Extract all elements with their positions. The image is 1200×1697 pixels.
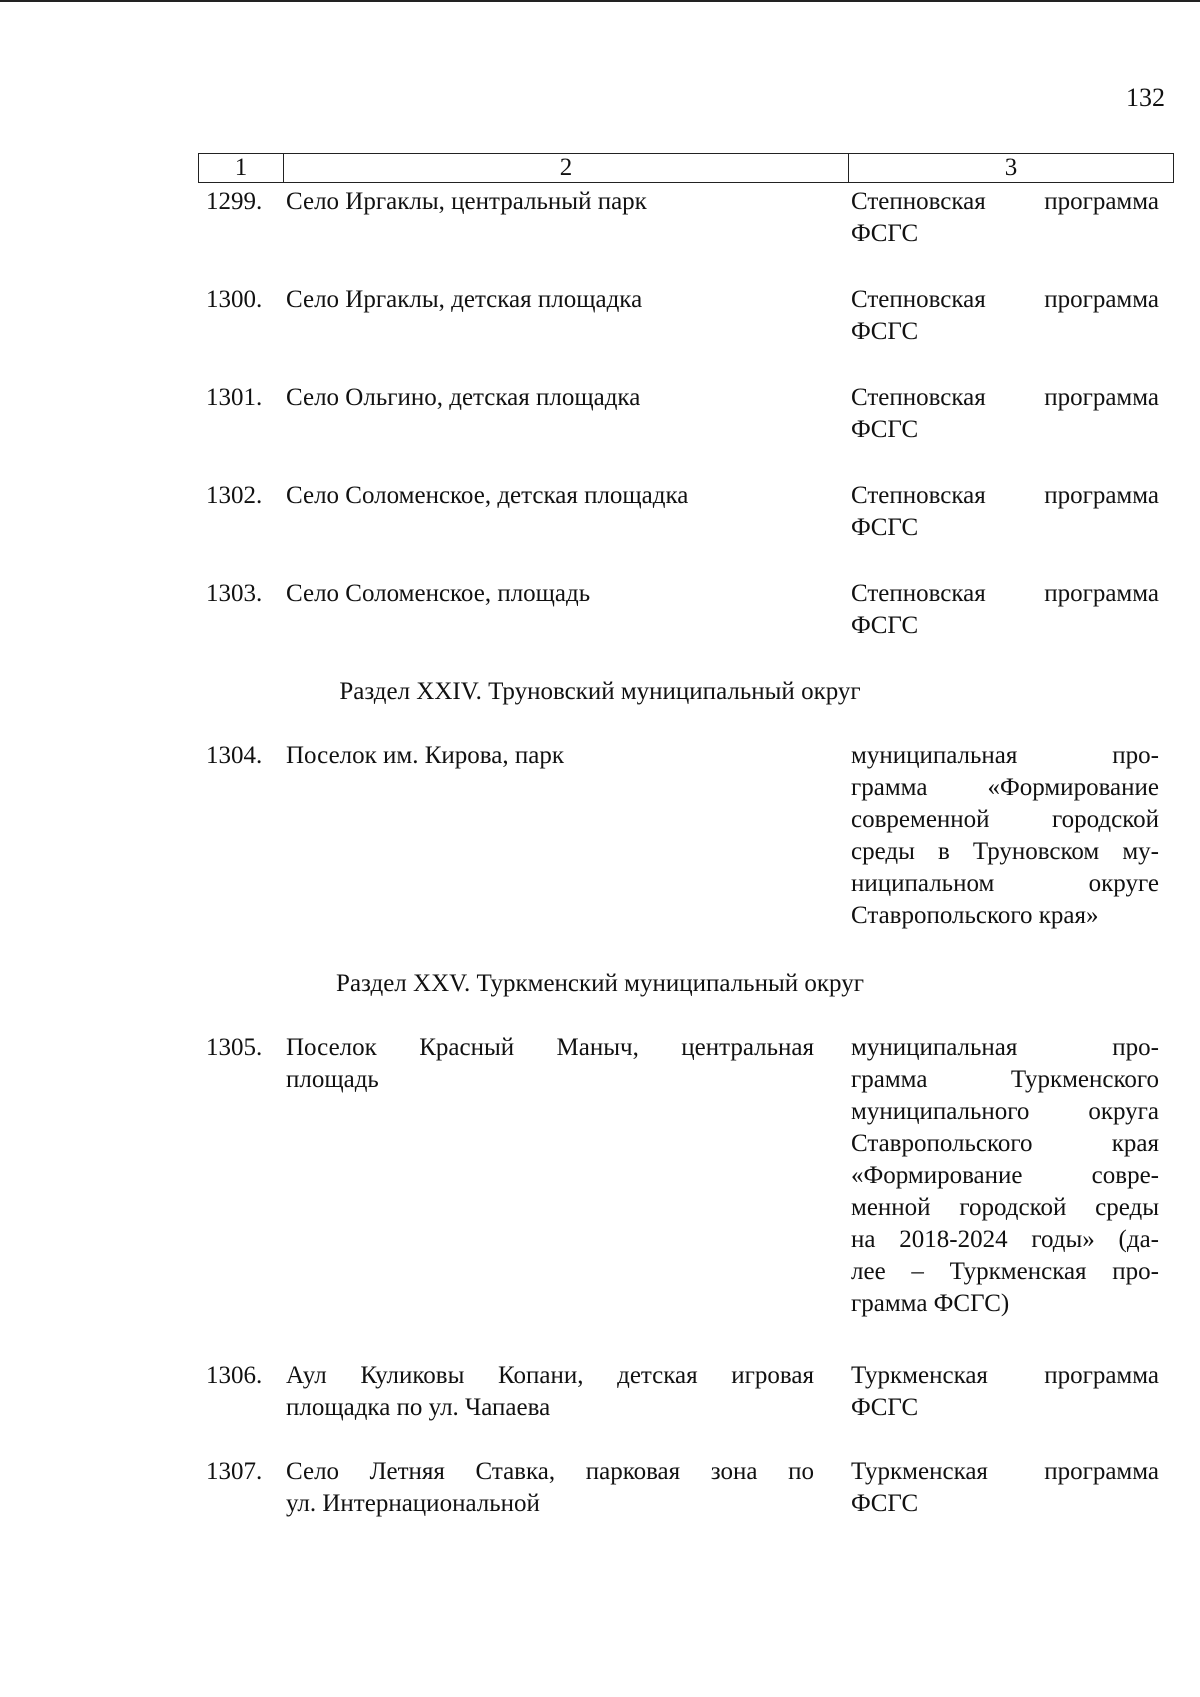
location-name	[286, 1032, 826, 1320]
program-name	[851, 578, 1159, 642]
program-name-line: ФСГС	[851, 1490, 919, 1517]
program-name-line: ФСГС	[851, 220, 919, 247]
program-name	[851, 480, 1159, 544]
row-number: 1305.	[206, 1034, 263, 1061]
program-name-line: Туркменская программа	[851, 1458, 1159, 1485]
row-number: 1303.	[206, 580, 263, 607]
table-header-row	[198, 153, 1174, 183]
program-name	[851, 382, 1159, 446]
program-name-line: ФСГС	[851, 318, 919, 345]
program-name-line: Ставропольского края	[851, 1130, 1159, 1157]
location-name	[286, 578, 826, 642]
program-name-line: ФСГС	[851, 1394, 919, 1421]
table-row	[206, 284, 1168, 348]
location-name-line: Село Иргаклы, центральный парк	[286, 188, 647, 215]
program-name	[851, 186, 1159, 250]
program-name-line: на 2018-2024 годы» (да-	[851, 1226, 1159, 1253]
location-name	[286, 1456, 826, 1520]
table-row	[206, 480, 1168, 544]
program-name	[851, 1360, 1159, 1424]
location-name	[286, 480, 826, 544]
location-name	[286, 740, 826, 932]
program-name-line: Ставропольского края»	[851, 902, 1099, 929]
location-name	[286, 284, 826, 348]
location-name	[286, 382, 826, 446]
section-heading-xxv: Раздел XXV. Туркменский муниципальный округ	[336, 970, 864, 997]
location-name-line: ул. Интернациональной	[286, 1490, 540, 1517]
table-row	[206, 740, 1168, 932]
location-name-line: Село Иргаклы, детская площадка	[286, 286, 643, 313]
program-name-line: ФСГС	[851, 514, 919, 541]
table-row	[206, 186, 1168, 250]
row-number: 1304.	[206, 742, 263, 769]
location-name-line: Село Летняя Ставка, парковая зона по	[286, 1458, 814, 1485]
program-name-line: муниципального округа	[851, 1098, 1159, 1125]
program-name-line: ниципальном округе	[851, 870, 1159, 897]
program-name-line: муниципальная про-	[851, 1034, 1159, 1061]
location-name-line: Село Соломенское, площадь	[286, 580, 591, 607]
program-name	[851, 284, 1159, 348]
program-name-line: лее – Туркменская про-	[851, 1258, 1159, 1285]
location-name-line: Поселок им. Кирова, парк	[286, 742, 564, 769]
location-name-line: площадь	[286, 1066, 379, 1093]
program-name-line: ФСГС	[851, 612, 919, 639]
program-name-line: муниципальная про-	[851, 742, 1159, 769]
location-name-line: Аул Куликовы Копани, детская игровая	[286, 1362, 814, 1389]
location-name-line: площадка по ул. Чапаева	[286, 1394, 551, 1421]
location-name-line: Село Соломенское, детская площадка	[286, 482, 689, 509]
page-number: 132	[1126, 83, 1165, 112]
program-name	[851, 1032, 1159, 1320]
row-number: 1307.	[206, 1458, 263, 1485]
row-number: 1306.	[206, 1362, 263, 1389]
row-number: 1301.	[206, 384, 263, 411]
column-header-3: 3	[1004, 154, 1018, 181]
table-row	[206, 1360, 1168, 1424]
row-number: 1300.	[206, 286, 263, 313]
program-name-line: ФСГС	[851, 416, 919, 443]
table-row	[206, 1456, 1168, 1520]
program-name-line: менной городской среды	[851, 1194, 1159, 1221]
location-name-line: Поселок Красный Маныч, центральная	[286, 1034, 814, 1061]
column-header-1: 1	[199, 154, 284, 182]
program-name-line: Степновская программа	[851, 580, 1159, 607]
program-name-line: среды в Труновском му-	[851, 838, 1159, 865]
program-name-line: современной городской	[851, 806, 1159, 833]
program-name-line: грамма Туркменского	[851, 1066, 1159, 1093]
table-row	[206, 382, 1168, 446]
program-name-line: грамма «Формирование	[851, 774, 1159, 801]
program-name-line: грамма ФСГС)	[851, 1290, 1010, 1317]
location-name	[286, 1360, 826, 1424]
program-name-line: Степновская программа	[851, 482, 1159, 509]
location-name-line: Село Ольгино, детская площадка	[286, 384, 641, 411]
program-name-line: Степновская программа	[851, 188, 1159, 215]
row-number: 1302.	[206, 482, 263, 509]
program-name-line: «Формирование совре-	[851, 1162, 1159, 1189]
top-rule	[0, 0, 1200, 2]
table-row	[206, 1032, 1168, 1320]
program-name	[851, 740, 1159, 932]
section-heading-xxiv: Раздел XXIV. Труновский муниципальный округ	[339, 678, 861, 705]
row-number: 1299.	[206, 188, 263, 215]
location-name	[286, 186, 826, 250]
program-name-line: Степновская программа	[851, 286, 1159, 313]
table-row	[206, 578, 1168, 642]
program-name	[851, 1456, 1159, 1520]
program-name-line: Степновская программа	[851, 384, 1159, 411]
column-header-2: 2	[284, 154, 849, 182]
program-name-line: Туркменская программа	[851, 1362, 1159, 1389]
